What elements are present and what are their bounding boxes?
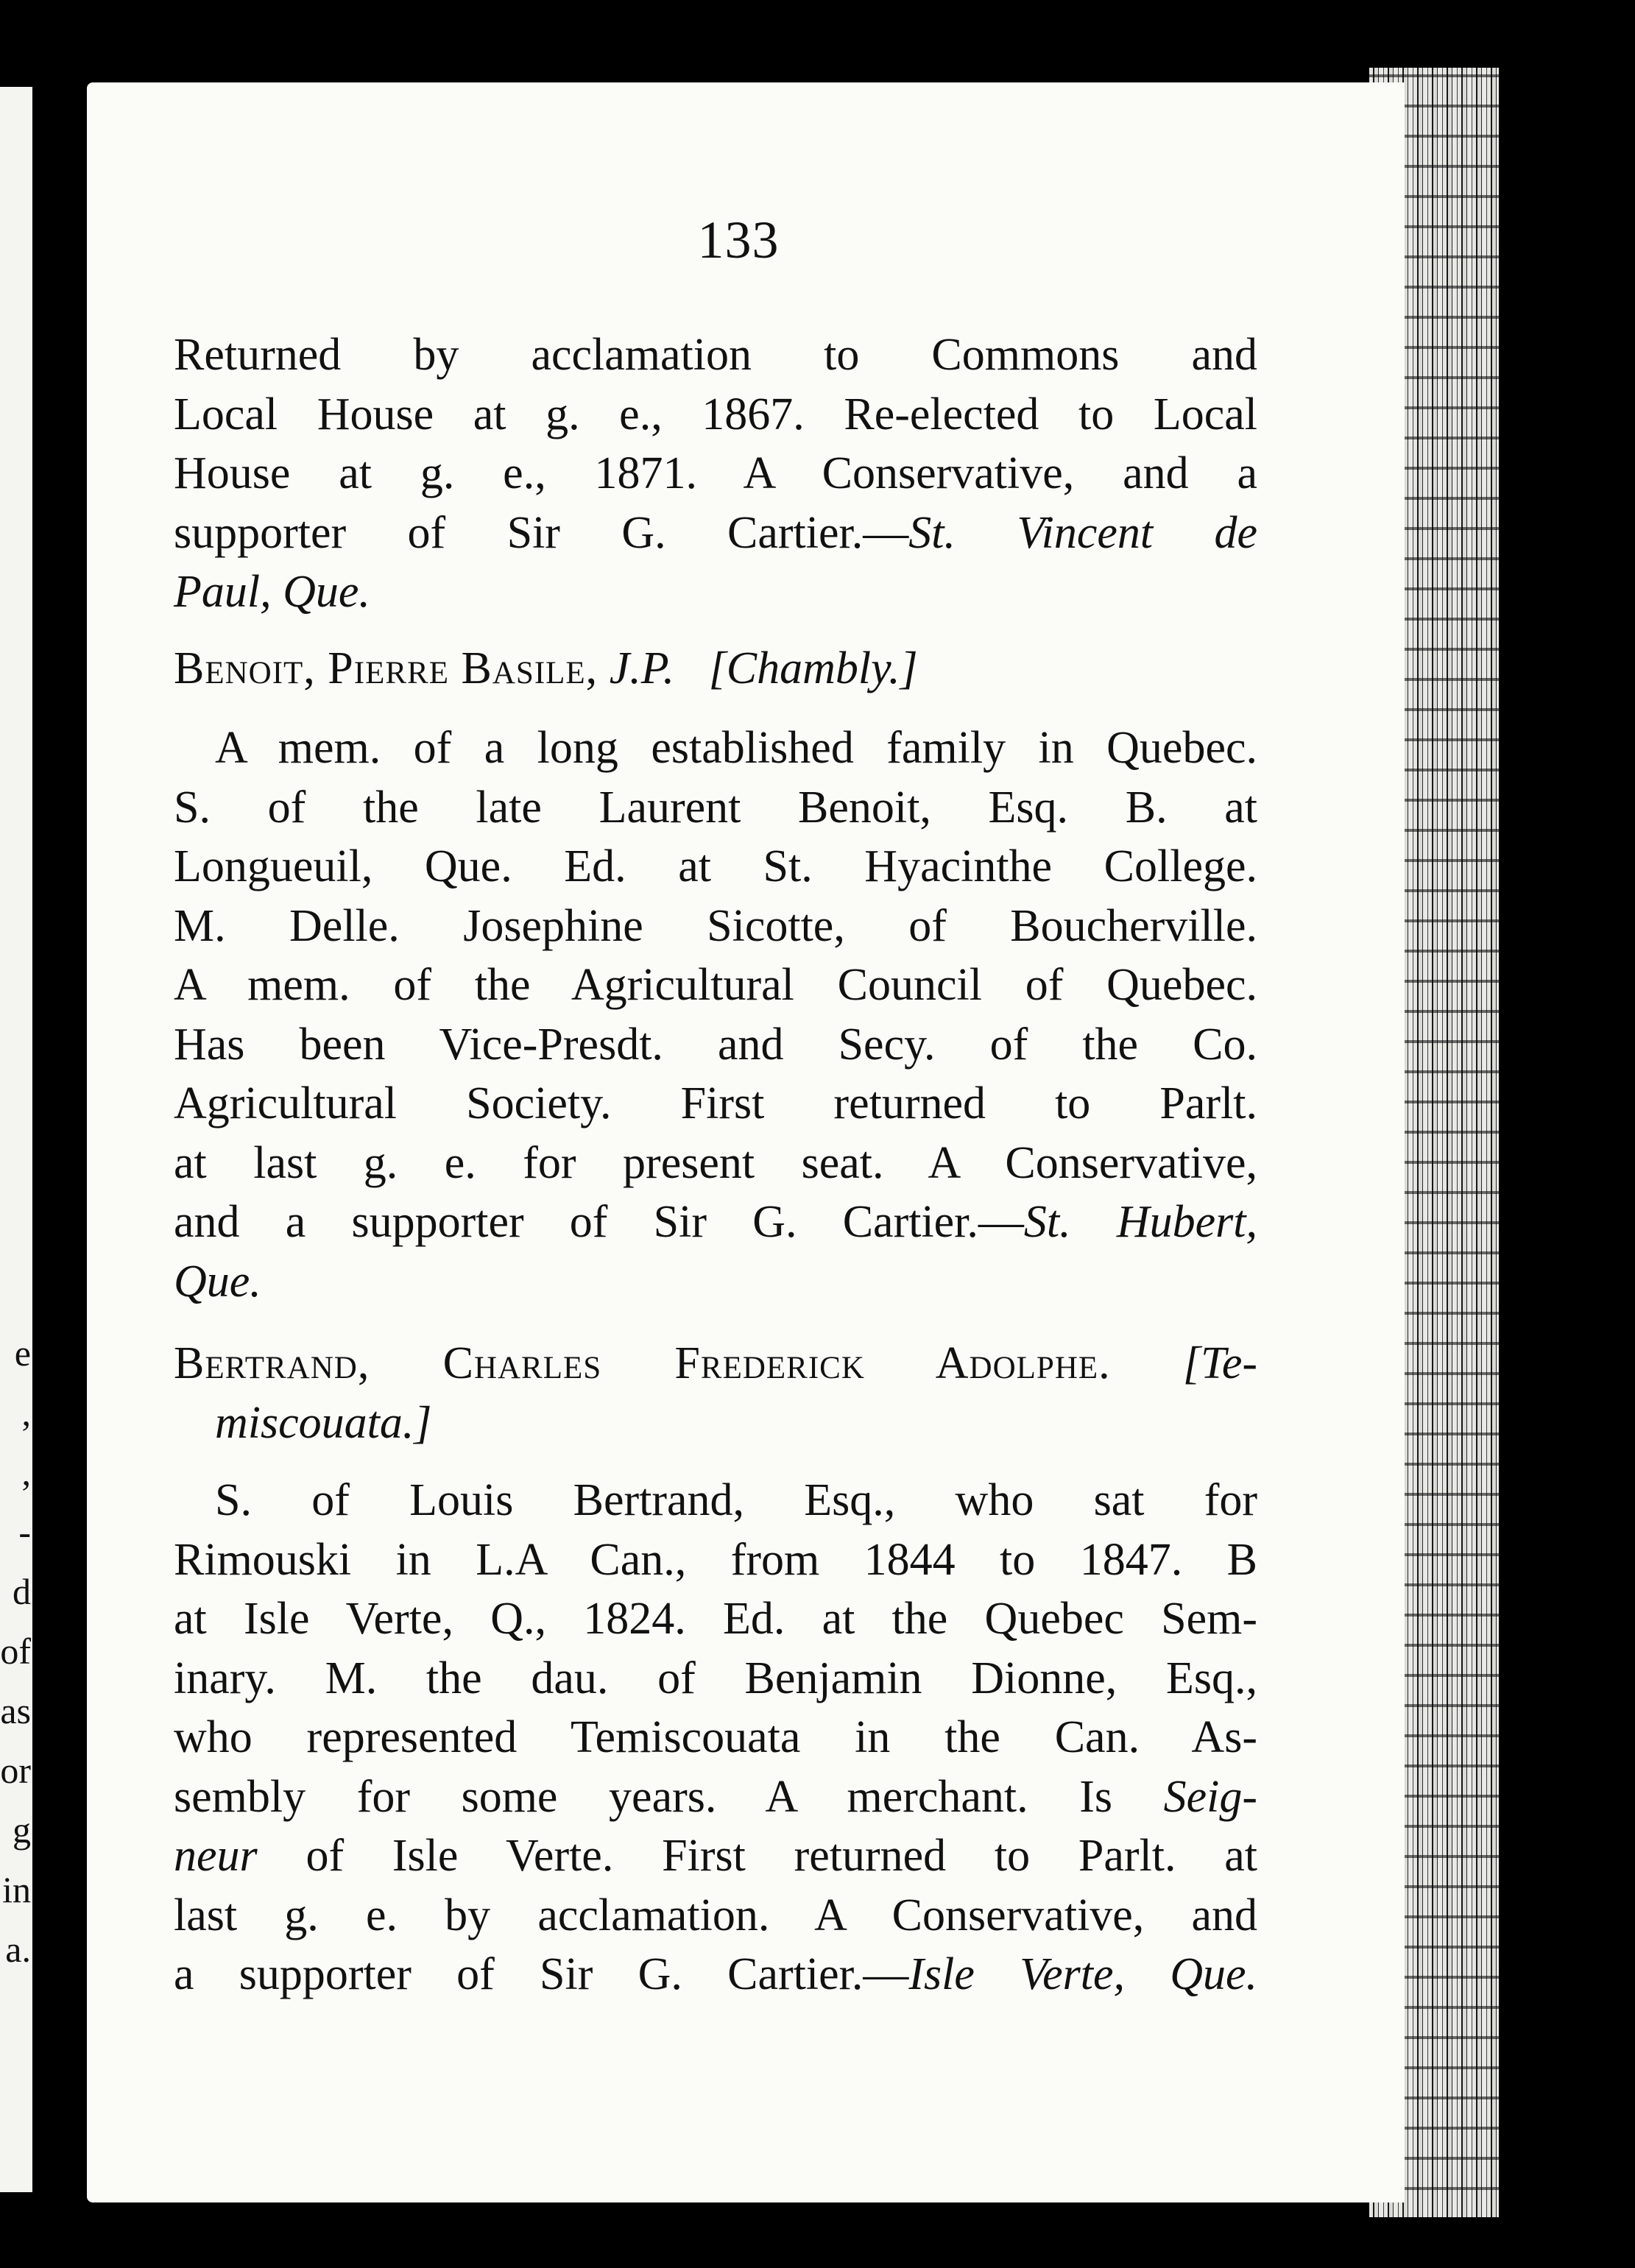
entry-body-benoit [174,718,1257,1311]
text-line [174,1193,1257,1252]
text-segment: a supporter of Sir G. Cartier.— [174,1949,909,1999]
continuation-paragraph [174,325,1257,622]
text-line [174,1252,1257,1312]
heading-line [174,639,1257,699]
sliver-glyph: - [18,1511,31,1552]
italic-term: neur [174,1831,258,1881]
sliver-glyph: , [21,1452,31,1493]
location-text: St. Vincent de [908,507,1257,558]
text-line [174,1826,1257,1886]
entry-constituency: [Te- [1182,1338,1257,1388]
location-text: Paul, Que. [174,567,370,617]
sliver-glyph: d [13,1571,31,1612]
text-line: at Isle Verte, Q., 1824. Ed. at the Quebec Sem- [174,1594,1257,1644]
text-line: S. of the late Laurent Benoit, Esq. B. at [174,782,1257,833]
sliver-glyph: , [21,1392,31,1433]
entry-title: J.P. [609,643,675,693]
sliver-glyph: of [0,1631,31,1672]
location-text: Que. [174,1256,261,1307]
text-line [174,504,1257,563]
text-segment: sembly for some years. A merchant. Is [174,1771,1113,1822]
text-segment: of Isle Verte. [306,1831,614,1881]
text-segment: and a supporter of Sir G. Cartier.— [174,1197,1024,1247]
text-line: Agricultural Society. First returned to Parlt. [174,1078,1257,1128]
sliver-glyph: or [0,1750,31,1791]
text-line: Has been Vice-Presdt. and Secy. of the Co. [174,1019,1257,1070]
italic-term: Seig- [1163,1771,1258,1822]
text-segment: First returned to Parlt. at [662,1831,1258,1881]
sliver-glyph: as [0,1690,31,1731]
left-page-glyphs [0,1324,32,1979]
heading-line [174,1393,1257,1453]
text-line: inary. M. the dau. of Benjamin Dionne, Esq., [174,1653,1257,1703]
book-page [87,82,1405,2202]
text-line: Returned by acclamation to Commons and [174,330,1257,380]
page-number: 133 [697,211,780,269]
text-line: A mem. of a long established family in Quebec. [215,723,1257,773]
sliver-glyph: g [13,1809,31,1851]
entry-constituency: miscouata.] [215,1397,432,1448]
text-line: at last g. e. for present seat. A Conservative, [174,1137,1257,1188]
sliver-glyph: e [14,1332,31,1374]
text-line: Rimouski in L.A Can., from 1844 to 1847. B [174,1534,1257,1585]
text-line: S. of Louis Bertrand, Esq., who sat for [215,1475,1257,1525]
entry-heading-bertrand [174,1334,1257,1452]
entry-name: Benoit, Pierre Basile, [174,643,598,693]
text-line [174,1767,1257,1827]
entry-heading-benoit [174,639,1257,699]
sliver-glyph: in [2,1869,31,1910]
entry-body-bertrand [174,1471,1257,2004]
text-line: Local House at g. e., 1867. Re-elected to Local [174,389,1257,439]
text-line: Longueuil, Que. Ed. at St. Hyacinthe College. [174,841,1257,891]
location-text: St. Hubert, [1023,1197,1257,1247]
left-page-sliver [0,87,32,2192]
text-line: A mem. of the Agricultural Council of Quebec. [174,960,1257,1010]
text-line: last g. e. by acclamation. A Conservative, and [174,1890,1257,1940]
location-text: Isle Verte, Que. [908,1949,1258,1999]
text-line: M. Delle. Josephine Sicotte, of Boucherville. [174,900,1257,951]
heading-line [174,1334,1257,1393]
text-segment: supporter of Sir G. Cartier.— [174,507,909,558]
text-line [174,1945,1257,2004]
text-line: who represented Temiscouata in the Can. As- [174,1712,1257,1762]
entry-name: Bertrand, Charles Frederick Adolphe. [174,1338,1111,1388]
entry-constituency: [Chambly.] [708,643,918,693]
sliver-glyph: a. [5,1929,31,1970]
text-line [174,562,1257,622]
text-line: House at g. e., 1871. A Conservative, and a [174,448,1257,498]
